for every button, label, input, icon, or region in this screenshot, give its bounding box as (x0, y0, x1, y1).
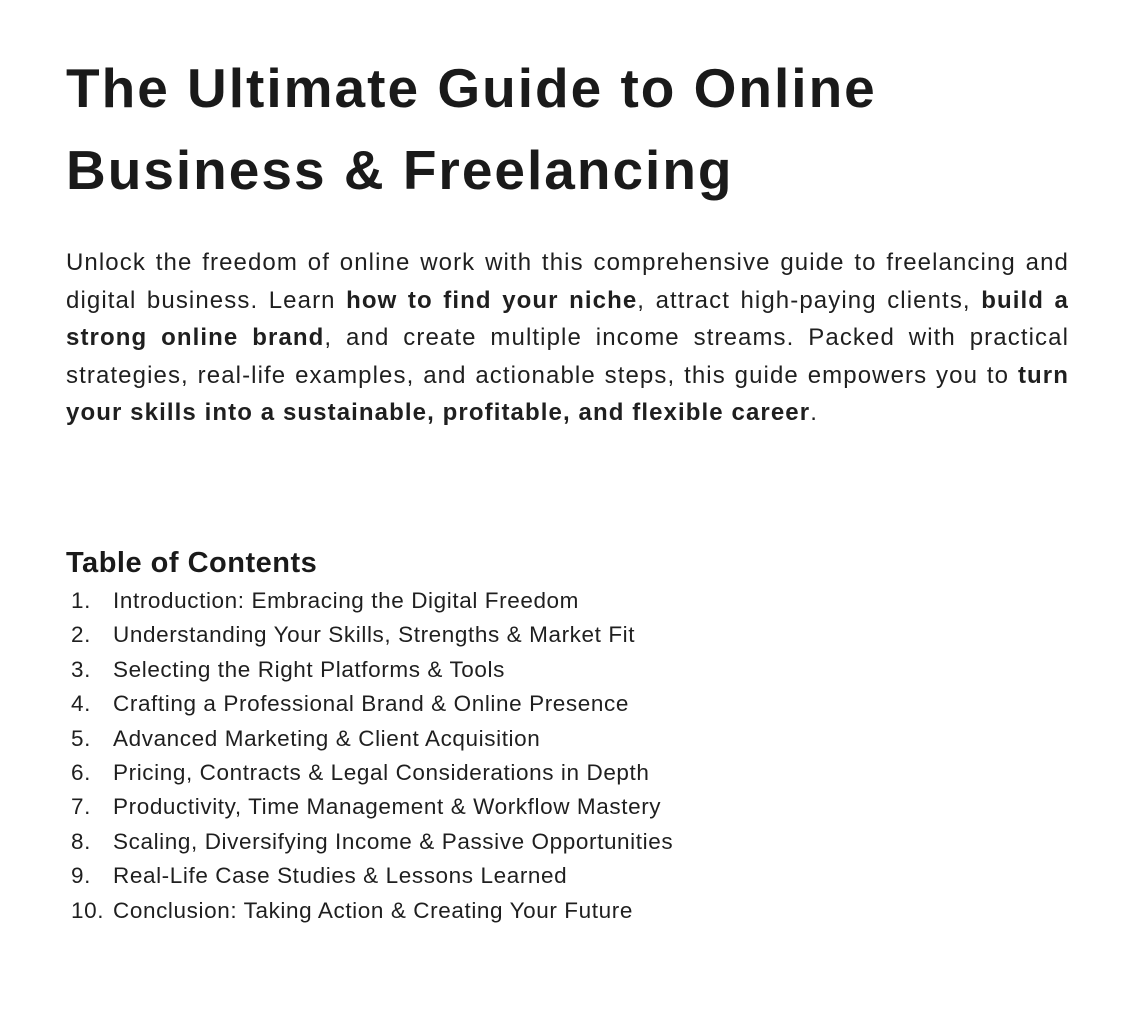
toc-item-number: 9. (71, 863, 91, 889)
toc-item (66, 756, 1069, 790)
intro-paragraph (66, 244, 1069, 432)
toc-item-number: 1. (71, 587, 91, 613)
toc-list (66, 584, 1069, 928)
page-title (66, 47, 1069, 211)
toc-item (66, 894, 1069, 928)
page-title-line-2: Business & Freelancing (66, 139, 734, 201)
toc-item-number: 5. (71, 725, 91, 751)
intro-bold-text: turn your skills into a sustainable, profitable, and flexible career (66, 361, 1069, 427)
toc-item (66, 653, 1069, 687)
toc-item-label: Real-Life Case Studies & Lessons Learned (113, 863, 568, 889)
intro-text: , attract high-paying clients, (637, 286, 982, 314)
toc-item-number: 3. (71, 656, 91, 682)
intro-bold-text: how to find your niche (346, 286, 638, 314)
intro-text: Unlock the freedom of online work with this comprehensive guide to freelancing and digital business. Learn (66, 249, 1069, 314)
toc-item-label: Advanced Marketing & Client Acquisition (113, 725, 541, 751)
intro-text: . (810, 399, 818, 427)
toc-item-label: Scaling, Diversifying Income & Passive Opportunities (113, 828, 674, 854)
toc-item-number: 2. (71, 622, 91, 648)
toc-item (66, 859, 1069, 893)
toc-item-label: Selecting the Right Platforms & Tools (113, 656, 505, 682)
toc-item-label: Introduction: Embracing the Digital Freedom (113, 587, 580, 613)
toc-item (66, 584, 1069, 618)
intro-bold-text: build a strong online brand (66, 286, 1069, 352)
toc-item-number: 10. (71, 897, 105, 923)
toc-item-label: Crafting a Professional Brand & Online Presence (113, 691, 629, 717)
toc-item-number: 7. (71, 794, 91, 820)
toc-item-number: 4. (71, 691, 91, 717)
toc-item-number: 6. (71, 760, 91, 785)
toc-item (66, 618, 1069, 652)
toc-item-label: Conclusion: Taking Action & Creating Your Future (113, 897, 633, 923)
intro-text: , and create multiple income streams. Packed with practical strategies, real-life examples, and actionable steps, this guide empowers you to (66, 324, 1069, 389)
page-title-line-1: The Ultimate Guide to Online (66, 57, 877, 119)
toc-item (66, 687, 1069, 721)
toc-item (66, 722, 1069, 756)
toc-item-label: Pricing, Contracts & Legal Considerations in Depth (113, 760, 650, 785)
toc-item (66, 790, 1069, 824)
toc-heading: Table of Contents (66, 546, 318, 579)
toc-item-label: Productivity, Time Management & Workflow Mastery (113, 794, 662, 820)
toc-item-number: 8. (71, 828, 91, 854)
toc-item (66, 825, 1069, 859)
toc-item-label: Understanding Your Skills, Strengths & Market Fit (113, 622, 636, 648)
